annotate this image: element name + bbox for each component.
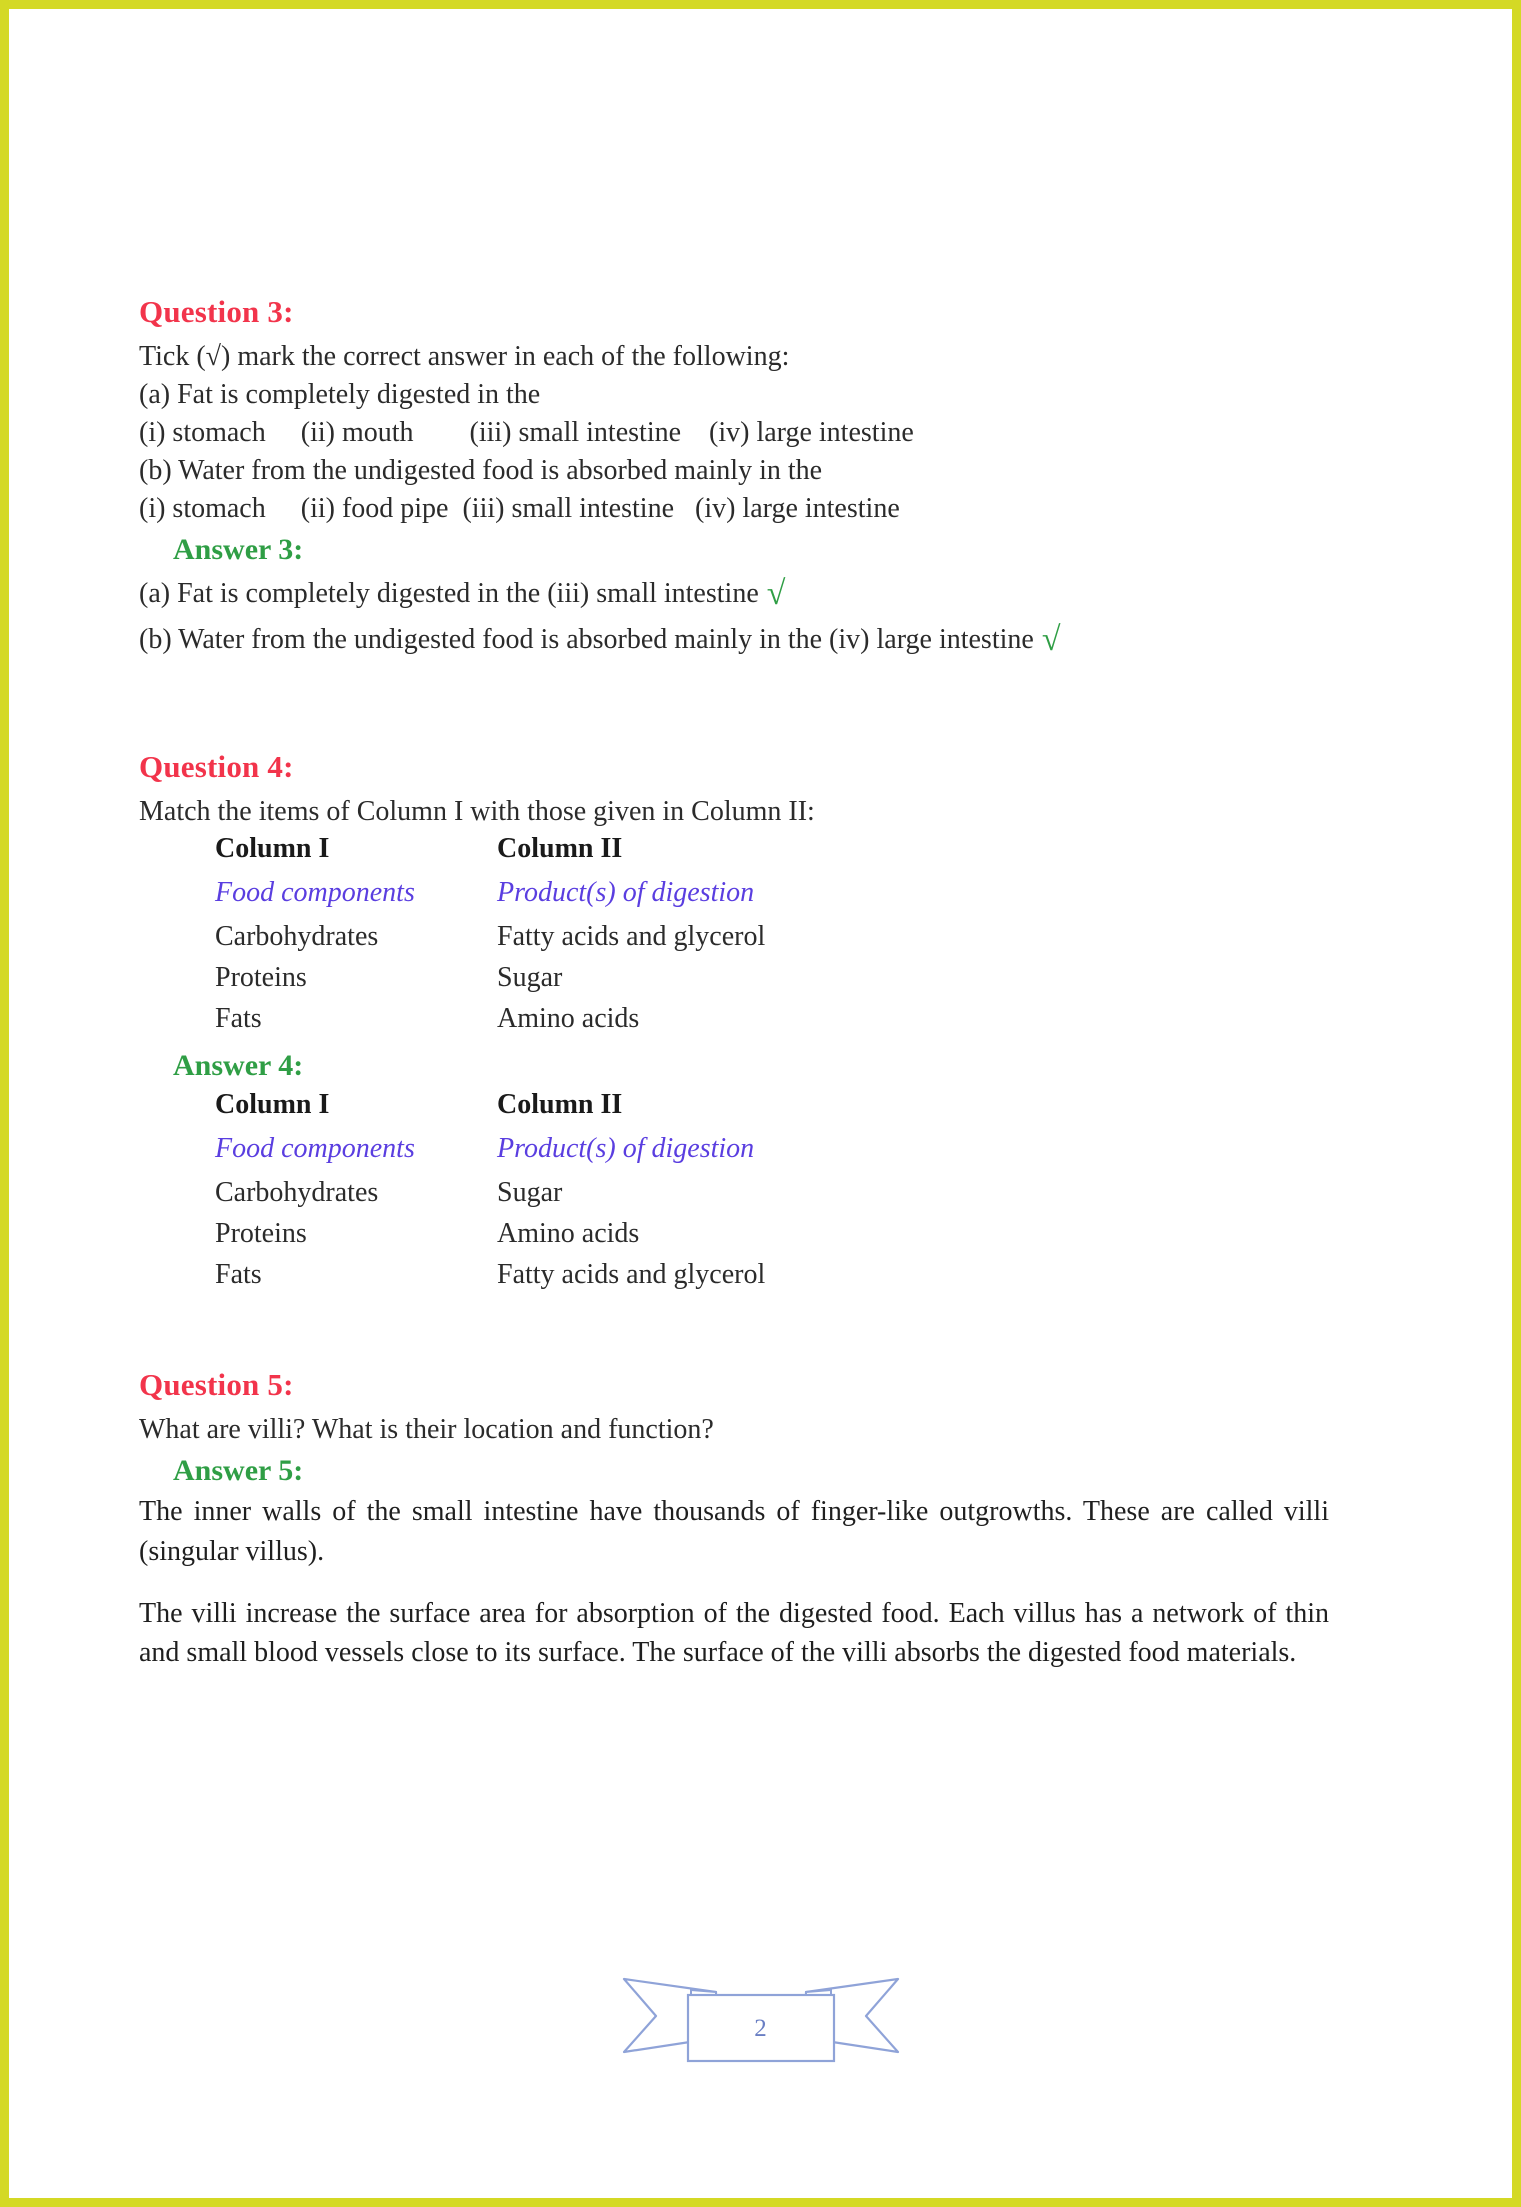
column-2-header: Column II (497, 833, 623, 865)
table-cell-col1: Fats (215, 1003, 262, 1035)
section-spacer (133, 663, 1403, 749)
question-4-block (133, 749, 1403, 1299)
column-2-subheader: Product(s) of digestion (497, 877, 755, 909)
column-1-header: Column I (215, 1088, 330, 1120)
question-4-heading: Question 4: (139, 749, 294, 785)
table-cell-col2: Amino acids (497, 1003, 640, 1035)
answer-3-heading: Answer 3: (173, 533, 304, 567)
answer-5-paragraph-2: The villi increase the surface area for absorption of the digested food. Each villus has a network of thin and small blood vessels close to its surface. The surface of the villi absorbs the digested food materials. (139, 1597, 1329, 1669)
table-row (215, 920, 997, 961)
question-3-part-b-stem: (b) Water from the undigested food is absorbed mainly in the (139, 454, 823, 486)
answer-3-part-b-text: (b) Water from the undigested food is absorbed mainly in the (iv) large intestine (139, 623, 1034, 655)
table-row (215, 961, 997, 1002)
answer-5-heading: Answer 5: (173, 1453, 304, 1487)
tick-mark-icon: √ (1041, 620, 1061, 658)
question-3-heading: Question 3: (139, 294, 294, 329)
question-3-part-a-options: (i) stomach (ii) mouth (iii) small intestine (iv) large intestine (139, 416, 914, 448)
table-cell-col2: Fatty acids and glycerol (497, 921, 766, 953)
section-spacer (133, 1299, 1403, 1367)
table-row (215, 1176, 997, 1217)
paragraph-spacer (133, 1578, 1403, 1594)
table-header-row (215, 832, 997, 876)
question-3-block (133, 294, 1403, 661)
column-2-header: Column II (497, 1088, 623, 1120)
column-2-subheader: Product(s) of digestion (497, 1132, 755, 1164)
answer-4-match-table (215, 1088, 997, 1299)
column-1-subheader: Food components (215, 877, 415, 909)
page-number-label: 2 (754, 2015, 767, 2042)
table-cell-col2: Sugar (497, 962, 563, 994)
table-cell-col1: Carbohydrates (215, 921, 379, 953)
table-cell-col1: Proteins (215, 962, 307, 994)
table-cell-col2: Amino acids (497, 1217, 640, 1249)
question-4-match-table (215, 832, 997, 1043)
table-subheader-row (215, 1132, 997, 1176)
answer-5-paragraph-1: The inner walls of the small intestine have thousands of finger-like outgrowths. These are called villi (singular villus). (139, 1496, 1329, 1567)
question-3-prompt: Tick (√) mark the correct answer in each of the following: (139, 340, 790, 372)
answer-3-part-b (139, 618, 1403, 662)
table-row (215, 1002, 997, 1043)
answer-3-part-a-text: (a) Fat is completely digested in the (iii) small intestine (139, 577, 759, 609)
table-header-row (215, 1088, 997, 1132)
table-cell-col1: Fats (215, 1258, 262, 1290)
question-5-prompt: What are villi? What is their location and function? (139, 1413, 714, 1445)
answer-4-heading: Answer 4: (173, 1049, 304, 1083)
tick-mark-icon: √ (766, 574, 786, 612)
table-row (215, 1217, 997, 1258)
question-3-part-a-stem: (a) Fat is completely digested in the (139, 378, 541, 410)
page-sheet (9, 9, 1512, 2198)
table-cell-col2: Sugar (497, 1176, 563, 1208)
table-row (215, 1258, 997, 1299)
column-1-header: Column I (215, 833, 330, 865)
document-content (133, 294, 1403, 1679)
table-cell-col1: Proteins (215, 1217, 307, 1249)
column-1-subheader: Food components (215, 1132, 415, 1164)
question-3-part-b-options: (i) stomach (ii) food pipe (iii) small intestine (iv) large intestine (139, 493, 900, 525)
table-subheader-row (215, 876, 997, 920)
answer-3-part-a (139, 572, 1403, 616)
table-cell-col2: Fatty acids and glycerol (497, 1258, 766, 1290)
question-4-prompt: Match the items of Column I with those given in Column II: (139, 796, 815, 828)
question-5-heading: Question 5: (139, 1366, 294, 1402)
table-cell-col1: Carbohydrates (215, 1176, 379, 1208)
question-5-block (133, 1367, 1403, 1673)
